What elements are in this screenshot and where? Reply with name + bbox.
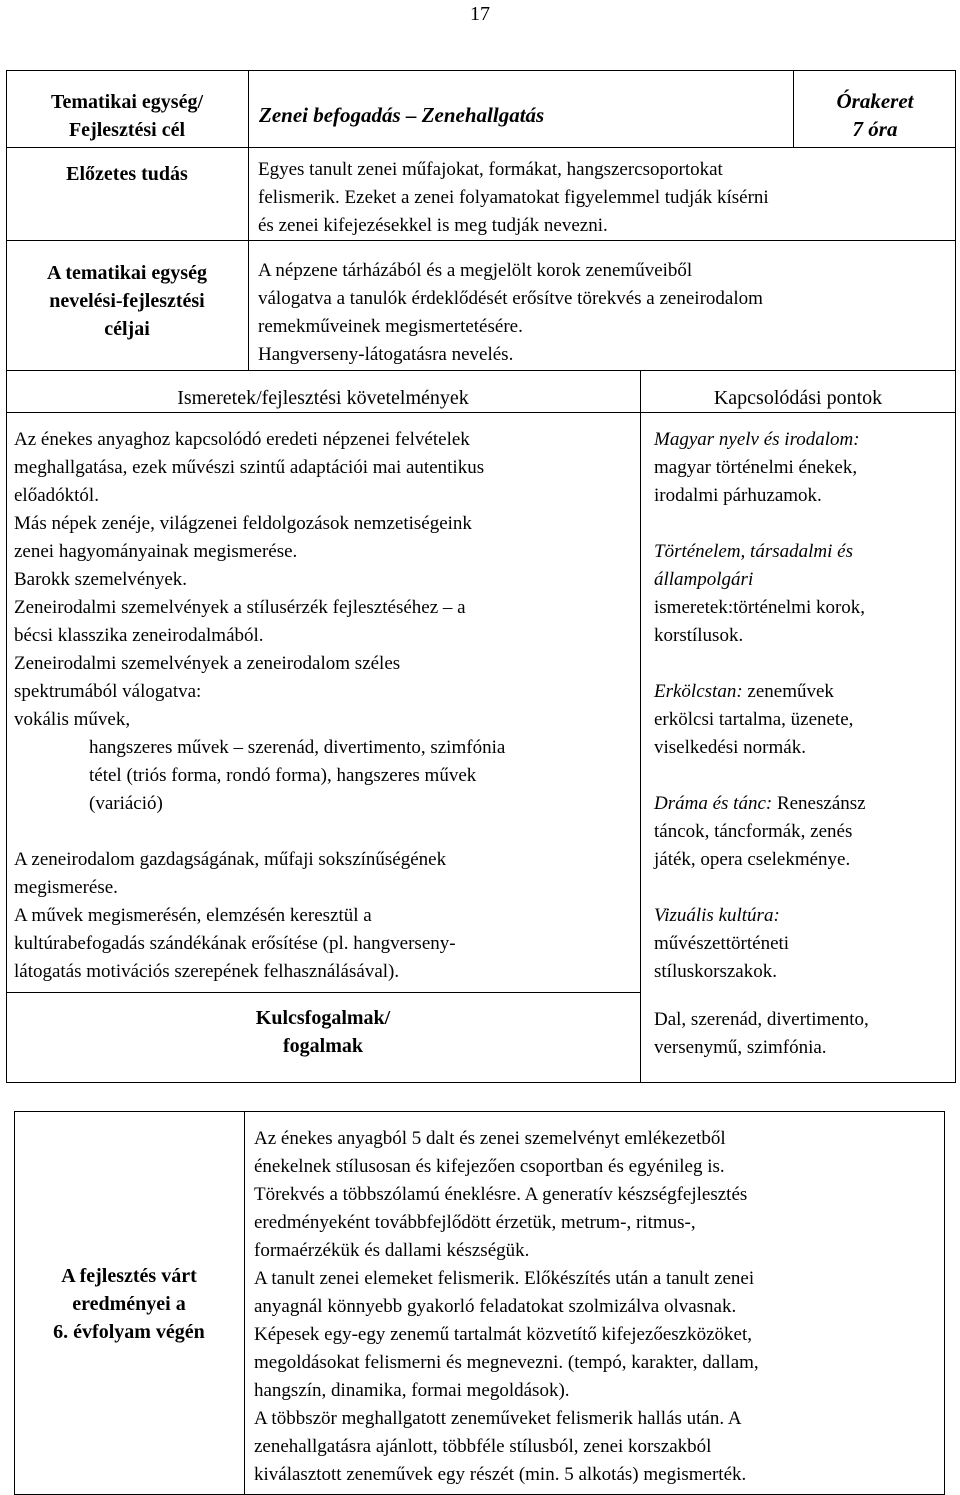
hours-box	[794, 87, 956, 143]
text-line: A népzene tárházából és a megjelölt korok zeneműveiből	[258, 260, 693, 281]
text-line: megoldásokat felismerni és megnevezni. (tempó, karakter, dallam,	[254, 1352, 759, 1373]
text-line: Törekvés a többszólamú éneklésre. A generatív készségfejlesztés	[254, 1184, 748, 1205]
text-line	[654, 650, 866, 678]
prior-knowledge-label: Előzetes tudás	[66, 163, 188, 185]
text-line: fogalmak	[283, 1035, 363, 1057]
text-line: A tematikai egység	[47, 262, 207, 284]
text-line	[654, 874, 866, 902]
text-line: kiválasztott zeneművek egy részét (min. 5 alkotás) megismerték.	[254, 1464, 747, 1485]
text-line: korstílusok.	[654, 625, 744, 646]
text-line: nevelési-fejlesztési	[49, 290, 205, 312]
text-line: zenehallgatásra ajánlott, többféle stílusból, zenei korszakból	[254, 1436, 712, 1457]
text-line: formaérzékük és dallami készségük.	[254, 1240, 530, 1261]
text-line: A zeneirodalom gazdagságának, műfaji sokszínűségének	[14, 849, 447, 870]
knowledge-text	[14, 426, 505, 986]
text-line: megismerése.	[14, 877, 118, 898]
text-line: hangszín, dinamika, formai megoldások).	[254, 1380, 570, 1401]
text-line: viselkedési normák.	[654, 737, 806, 758]
text-line: állampolgári	[654, 569, 754, 590]
text-line: spektrumából válogatva:	[14, 681, 202, 702]
table-border-bottom	[6, 1082, 956, 1083]
label-column-divider	[248, 70, 249, 370]
text-line: Képesek egy-egy zenemű tartalmát közvetítő kifejezőeszközöket,	[254, 1324, 752, 1345]
text-line: Egyes tanult zenei műfajokat, formákat, hangszercsoportokat	[258, 159, 723, 180]
text-line: Reneszánsz	[772, 793, 866, 814]
text-line: (variáció)	[89, 793, 163, 814]
text-line: 6. évfolyam végén	[53, 1321, 205, 1343]
text-line: művészettörténeti	[654, 933, 790, 954]
row-divider-prior	[6, 240, 956, 241]
key-concepts-label	[6, 1004, 640, 1060]
knowledge-header: Ismeretek/fejlesztési követelmények	[177, 387, 469, 409]
text-line: anyagnál könnyebb gyakorló feladatokat szolmizálva olvasnak.	[254, 1296, 737, 1317]
text-line: eredményeként továbbfejlődött érzetük, metrum-, ritmus-,	[254, 1212, 696, 1233]
text-line: hangszeres művek – szerenád, divertimento, szimfónia	[89, 737, 506, 758]
text-line: magyar történelmi énekek,	[654, 457, 858, 478]
text-line	[654, 510, 866, 538]
text-line: A művek megismerésén, elemzésén keresztül a	[14, 905, 372, 926]
text-line: A többször meghallgatott zeneműveket felismerik hallás után. A	[254, 1408, 742, 1429]
connection-subject: Dráma és tánc:	[654, 793, 773, 814]
text-line: irodalmi párhuzamok.	[654, 485, 822, 506]
goals-text	[258, 257, 763, 369]
text-line	[654, 790, 866, 818]
text-line: válogatva a tanulók érdeklődését erősítve törekvés a zeneirodalom	[258, 288, 763, 309]
text-line: táncok, táncformák, zenés	[654, 821, 853, 842]
text-line: Tematikai egység/	[50, 91, 204, 113]
table2-border-right	[944, 1111, 945, 1495]
connections-column-divider	[640, 370, 641, 1082]
text-line: Az énekes anyaghoz kapcsolódó eredeti népzenei felvételek	[14, 429, 470, 450]
connection-subject: Vizuális kultúra:	[654, 905, 780, 926]
text-line: eredményei a	[72, 1293, 186, 1315]
text-line: Kulcsfogalmak/	[255, 1007, 391, 1029]
connection-subject: Történelem, társadalmi és	[654, 541, 853, 562]
topic-label	[6, 88, 248, 144]
text-line	[14, 818, 505, 846]
text-line: Más népek zenéje, világzenei feldolgozások nemzetiségeink	[14, 513, 472, 534]
hours-label: Órakeret	[836, 89, 914, 113]
text-line: látogatás motivációs szerepének felhasználásával).	[14, 961, 400, 982]
table2-column-divider	[244, 1111, 245, 1495]
text-line: erkölcsi tartalma, üzenete,	[654, 709, 854, 730]
text-line: stíluskorszakok.	[654, 961, 777, 982]
text-line: Fejlesztési cél	[68, 119, 186, 141]
text-line: Zeneirodalmi szemelvények a zeneirodalom széles	[14, 653, 401, 674]
goals-label	[6, 259, 248, 343]
table-border-top	[6, 70, 956, 71]
text-line: céljai	[104, 318, 150, 340]
text-line	[654, 762, 866, 790]
text-line: zeneművek	[742, 681, 834, 702]
expected-results-text	[254, 1125, 759, 1489]
text-line: felismerik. Ezeket a zenei folyamatokat figyelemmel tudják kísérni	[258, 187, 769, 208]
text-line: Az énekes anyagból 5 dalt és zenei szemelvényt emlékezetből	[254, 1128, 726, 1149]
connection-subject: Erkölcstan:	[654, 681, 743, 702]
table-border-right	[955, 70, 956, 1082]
text-line: A fejlesztés várt	[61, 1265, 197, 1287]
connection-subject: Magyar nyelv és irodalom:	[654, 429, 860, 450]
topic-title: Zenei befogadás – Zenehallgatás	[259, 103, 545, 127]
text-line: bécsi klasszika zeneirodalmából.	[14, 625, 264, 646]
text-line: versenymű, szimfónia.	[654, 1037, 827, 1058]
header-row-divider	[6, 412, 956, 413]
row-divider-goals	[6, 370, 956, 371]
text-line: előadóktól.	[14, 485, 99, 506]
prior-knowledge-text	[258, 156, 769, 240]
table2-border-top	[14, 1111, 944, 1112]
connections-list	[654, 426, 866, 986]
text-line: Hangverseny-látogatásra nevelés.	[258, 344, 514, 365]
text-line: énekelnek stílusosan és kifejezően csoportban és egyénileg is.	[254, 1156, 725, 1177]
key-concepts-text	[654, 1006, 869, 1062]
text-line: vokális művek,	[14, 709, 131, 730]
hours-value: 7 óra	[852, 117, 898, 141]
text-line: A tanult zenei elemeket felismerik. Előkészítés után a tanult zenei	[254, 1268, 755, 1289]
text-line: zenei hagyományainak megismerése.	[14, 541, 298, 562]
text-line: és zenei kifejezésekkel is meg tudják nevezni.	[258, 215, 608, 236]
text-line: Zeneirodalmi szemelvények a stílusérzék fejlesztéséhez – a	[14, 597, 466, 618]
connections-header: Kapcsolódási pontok	[713, 387, 883, 409]
expected-results-label	[14, 1262, 244, 1346]
text-line: Barokk szemelvények.	[14, 569, 188, 590]
text-line: remekműveinek megismertetésére.	[258, 316, 523, 337]
table-border-left	[6, 70, 7, 1082]
text-line	[654, 678, 866, 706]
text-line: kultúrabefogadás szándékának erősítése (pl. hangverseny-	[14, 933, 456, 954]
text-line: tétel (triós forma, rondó forma), hangszeres művek	[89, 765, 477, 786]
text-line: ismeretek:történelmi korok,	[654, 597, 866, 618]
text-line: Dal, szerenád, divertimento,	[654, 1009, 869, 1030]
row-divider-title	[6, 147, 956, 148]
knowledge-bottom-divider	[6, 992, 641, 993]
text-line: játék, opera cselekménye.	[654, 849, 851, 870]
text-line: meghallgatása, ezek művészi szintű adaptációi mai autentikus	[14, 457, 485, 478]
page-number: 17	[470, 3, 490, 25]
